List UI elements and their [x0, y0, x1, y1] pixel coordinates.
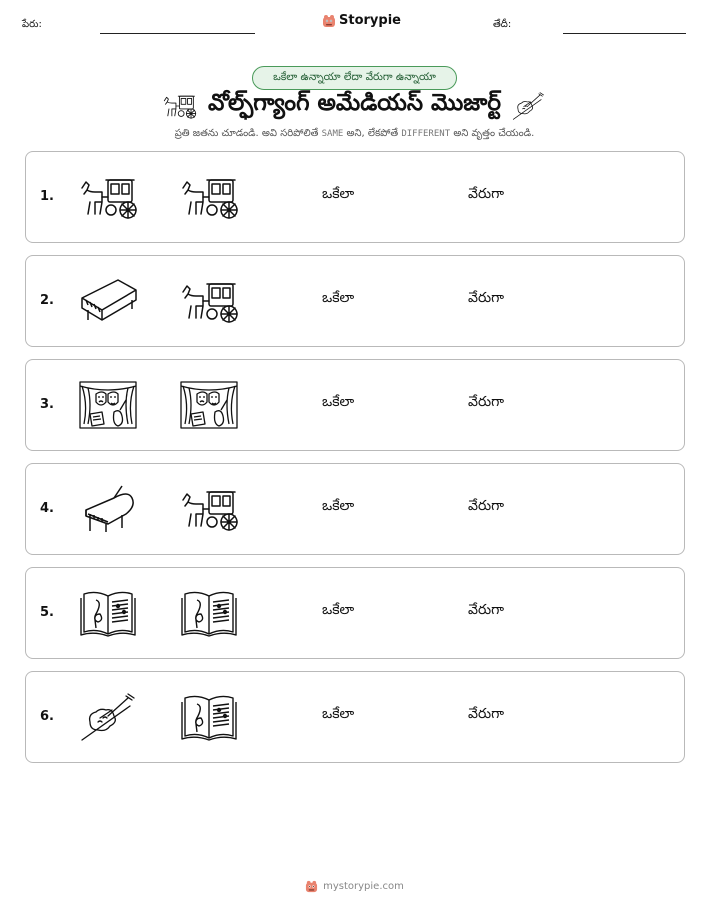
- grand-piano-icon: [78, 484, 140, 534]
- theater-stage-icon: [179, 380, 241, 430]
- question-number: 3.: [40, 397, 54, 412]
- instruction-text: అని, లేకపోతే: [346, 128, 399, 139]
- question-row: [25, 151, 685, 243]
- piano-icon: [78, 276, 140, 326]
- question-row: [25, 671, 685, 763]
- different-option[interactable]: వేరుగా: [468, 290, 504, 306]
- page-title: వోల్ఫ్‌గ్యాంగ్ అమేడియస్ మొజార్ట్: [207, 90, 501, 116]
- question-row: [25, 463, 685, 555]
- music-book-icon: [78, 588, 140, 638]
- different-option[interactable]: వేరుగా: [468, 498, 504, 514]
- question-number: 4.: [40, 501, 54, 516]
- storypie-logo-icon: [305, 880, 318, 893]
- same-option[interactable]: ఒకేలా: [322, 602, 355, 618]
- title-row: [0, 88, 709, 124]
- instruction-text: ప్రతి జతను చూడండి. అవి సరిపోలితే: [174, 128, 319, 139]
- worksheet-badge: ఒకేలా ఉన్నాయా లేదా వేరుగా ఉన్నాయా: [252, 66, 457, 90]
- date-label: తేదీ:: [493, 19, 512, 30]
- question-row: [25, 255, 685, 347]
- carriage-icon: [78, 172, 140, 222]
- same-option[interactable]: ఒకేలా: [322, 394, 355, 410]
- date-field[interactable]: [563, 33, 686, 34]
- instruction-text: అని వృత్తం చేయండి.: [453, 128, 535, 139]
- instruction-different-keyword: DIFFERENT: [401, 129, 451, 139]
- music-book-icon: [179, 588, 241, 638]
- different-option[interactable]: వేరుగా: [468, 706, 504, 722]
- carriage-icon: [179, 276, 241, 326]
- question-number: 1.: [40, 189, 54, 204]
- violin-icon: [78, 692, 140, 742]
- violin-icon: [511, 91, 547, 121]
- footer: [0, 880, 709, 893]
- brand-name: Storypie: [339, 13, 401, 28]
- question-number: 2.: [40, 293, 54, 308]
- theater-stage-icon: [78, 380, 140, 430]
- question-number: 6.: [40, 709, 54, 724]
- carriage-icon: [179, 484, 241, 534]
- question-number: 5.: [40, 605, 54, 620]
- different-option[interactable]: వేరుగా: [468, 602, 504, 618]
- brand-logo: [322, 13, 401, 28]
- name-field[interactable]: [100, 33, 255, 34]
- different-option[interactable]: వేరుగా: [468, 186, 504, 202]
- same-option[interactable]: ఒకేలా: [322, 706, 355, 722]
- instructions: [0, 127, 709, 141]
- different-option[interactable]: వేరుగా: [468, 394, 504, 410]
- carriage-icon: [179, 172, 241, 222]
- same-option[interactable]: ఒకేలా: [322, 290, 355, 306]
- instruction-same-keyword: SAME: [321, 129, 344, 139]
- same-option[interactable]: ఒకేలా: [322, 498, 355, 514]
- question-row: [25, 359, 685, 451]
- storypie-logo-icon: [322, 14, 336, 28]
- name-label: పేరు:: [22, 19, 42, 30]
- question-row: [25, 567, 685, 659]
- carriage-icon: [162, 91, 198, 121]
- same-option[interactable]: ఒకేలా: [322, 186, 355, 202]
- music-book-icon: [179, 692, 241, 742]
- footer-url[interactable]: mystorypie.com: [323, 881, 404, 892]
